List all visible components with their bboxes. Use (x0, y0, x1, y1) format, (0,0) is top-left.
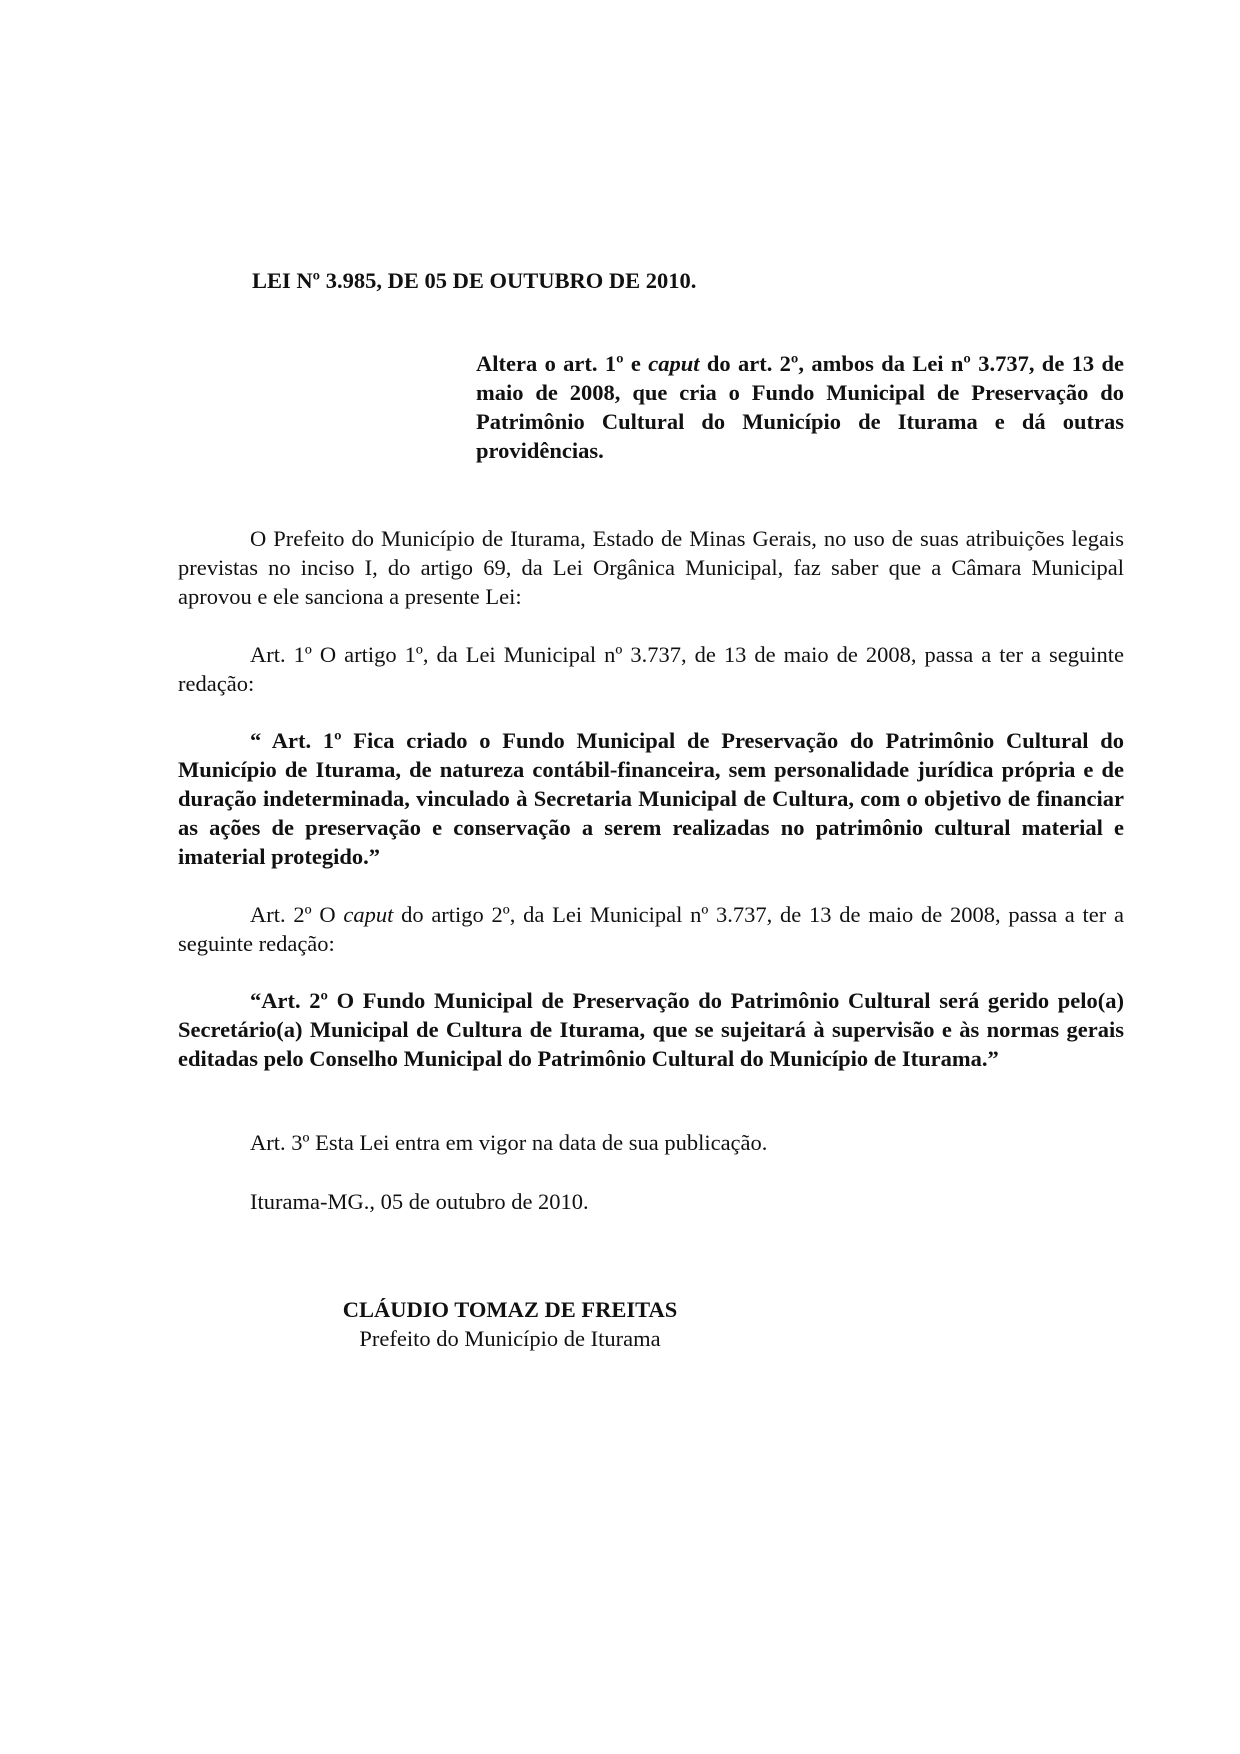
signatory-name: CLÁUDIO TOMAZ DE FREITAS (342, 1297, 678, 1322)
law-summary-caput: caput (648, 351, 700, 376)
article-2-intro-part2: do artigo 2º, da Lei Municipal nº 3.737, de 13 de maio de 2008, passa a ter a seguinte redação: (178, 902, 1124, 956)
law-summary-part2: do art. 2º, ambos da Lei nº 3.737, de 13 de maio de 2008, que cria o Fundo Municipal de Preservação do Patrimônio Cultural do Município de Iturama e dá outras providências. (476, 351, 1125, 463)
law-summary (476, 349, 1124, 465)
law-summary-part1: Altera o art. 1º e (476, 351, 649, 376)
signatory-role: Prefeito do Município de Iturama (359, 1326, 661, 1351)
article-2-intro (178, 900, 1124, 958)
signature-block (300, 1295, 720, 1353)
preamble-paragraph: O Prefeito do Município de Iturama, Estado de Minas Gerais, no uso de suas atribuições legais previstas no inciso I, do artigo 69, da Lei Orgânica Municipal, faz saber que a Câmara Municipal aprovou e ele sanciona a presente Lei: (178, 526, 1124, 609)
article-2-intro-part1: Art. 2º O (250, 902, 344, 927)
article-1-text: “ Art. 1º Fica criado o Fundo Municipal de Preservação do Patrimônio Cultural do Município de Iturama, de natureza contábil-financeira, sem personalidade jurídica própria e de duração indeterminada, vinculado à Secretaria Municipal de Cultura, com o objetivo de financiar as ações de preservação e conservação a serem realizadas no patrimônio cultural material e imaterial protegido.” (178, 728, 1124, 869)
article-3: Art. 3º Esta Lei entra em vigor na data de sua publicação. (250, 1130, 768, 1155)
article-2-text: “Art. 2º O Fundo Municipal de Preservação do Patrimônio Cultural será gerido pelo(a) Secretário(a) Municipal de Cultura de Iturama, que se sujeitará à supervisão e às normas gerais editadas pelo Conselho Municipal do Patrimônio Cultural do Município de Iturama.” (178, 988, 1124, 1071)
article-1-intro: Art. 1º O artigo 1º, da Lei Municipal nº 3.737, de 13 de maio de 2008, passa a ter a seguinte redação: (178, 642, 1124, 696)
law-title: LEI Nº 3.985, DE 05 DE OUTUBRO DE 2010. (252, 268, 697, 293)
article-2-intro-caput: caput (343, 902, 394, 927)
place-date: Iturama-MG., 05 de outubro de 2010. (250, 1189, 589, 1214)
